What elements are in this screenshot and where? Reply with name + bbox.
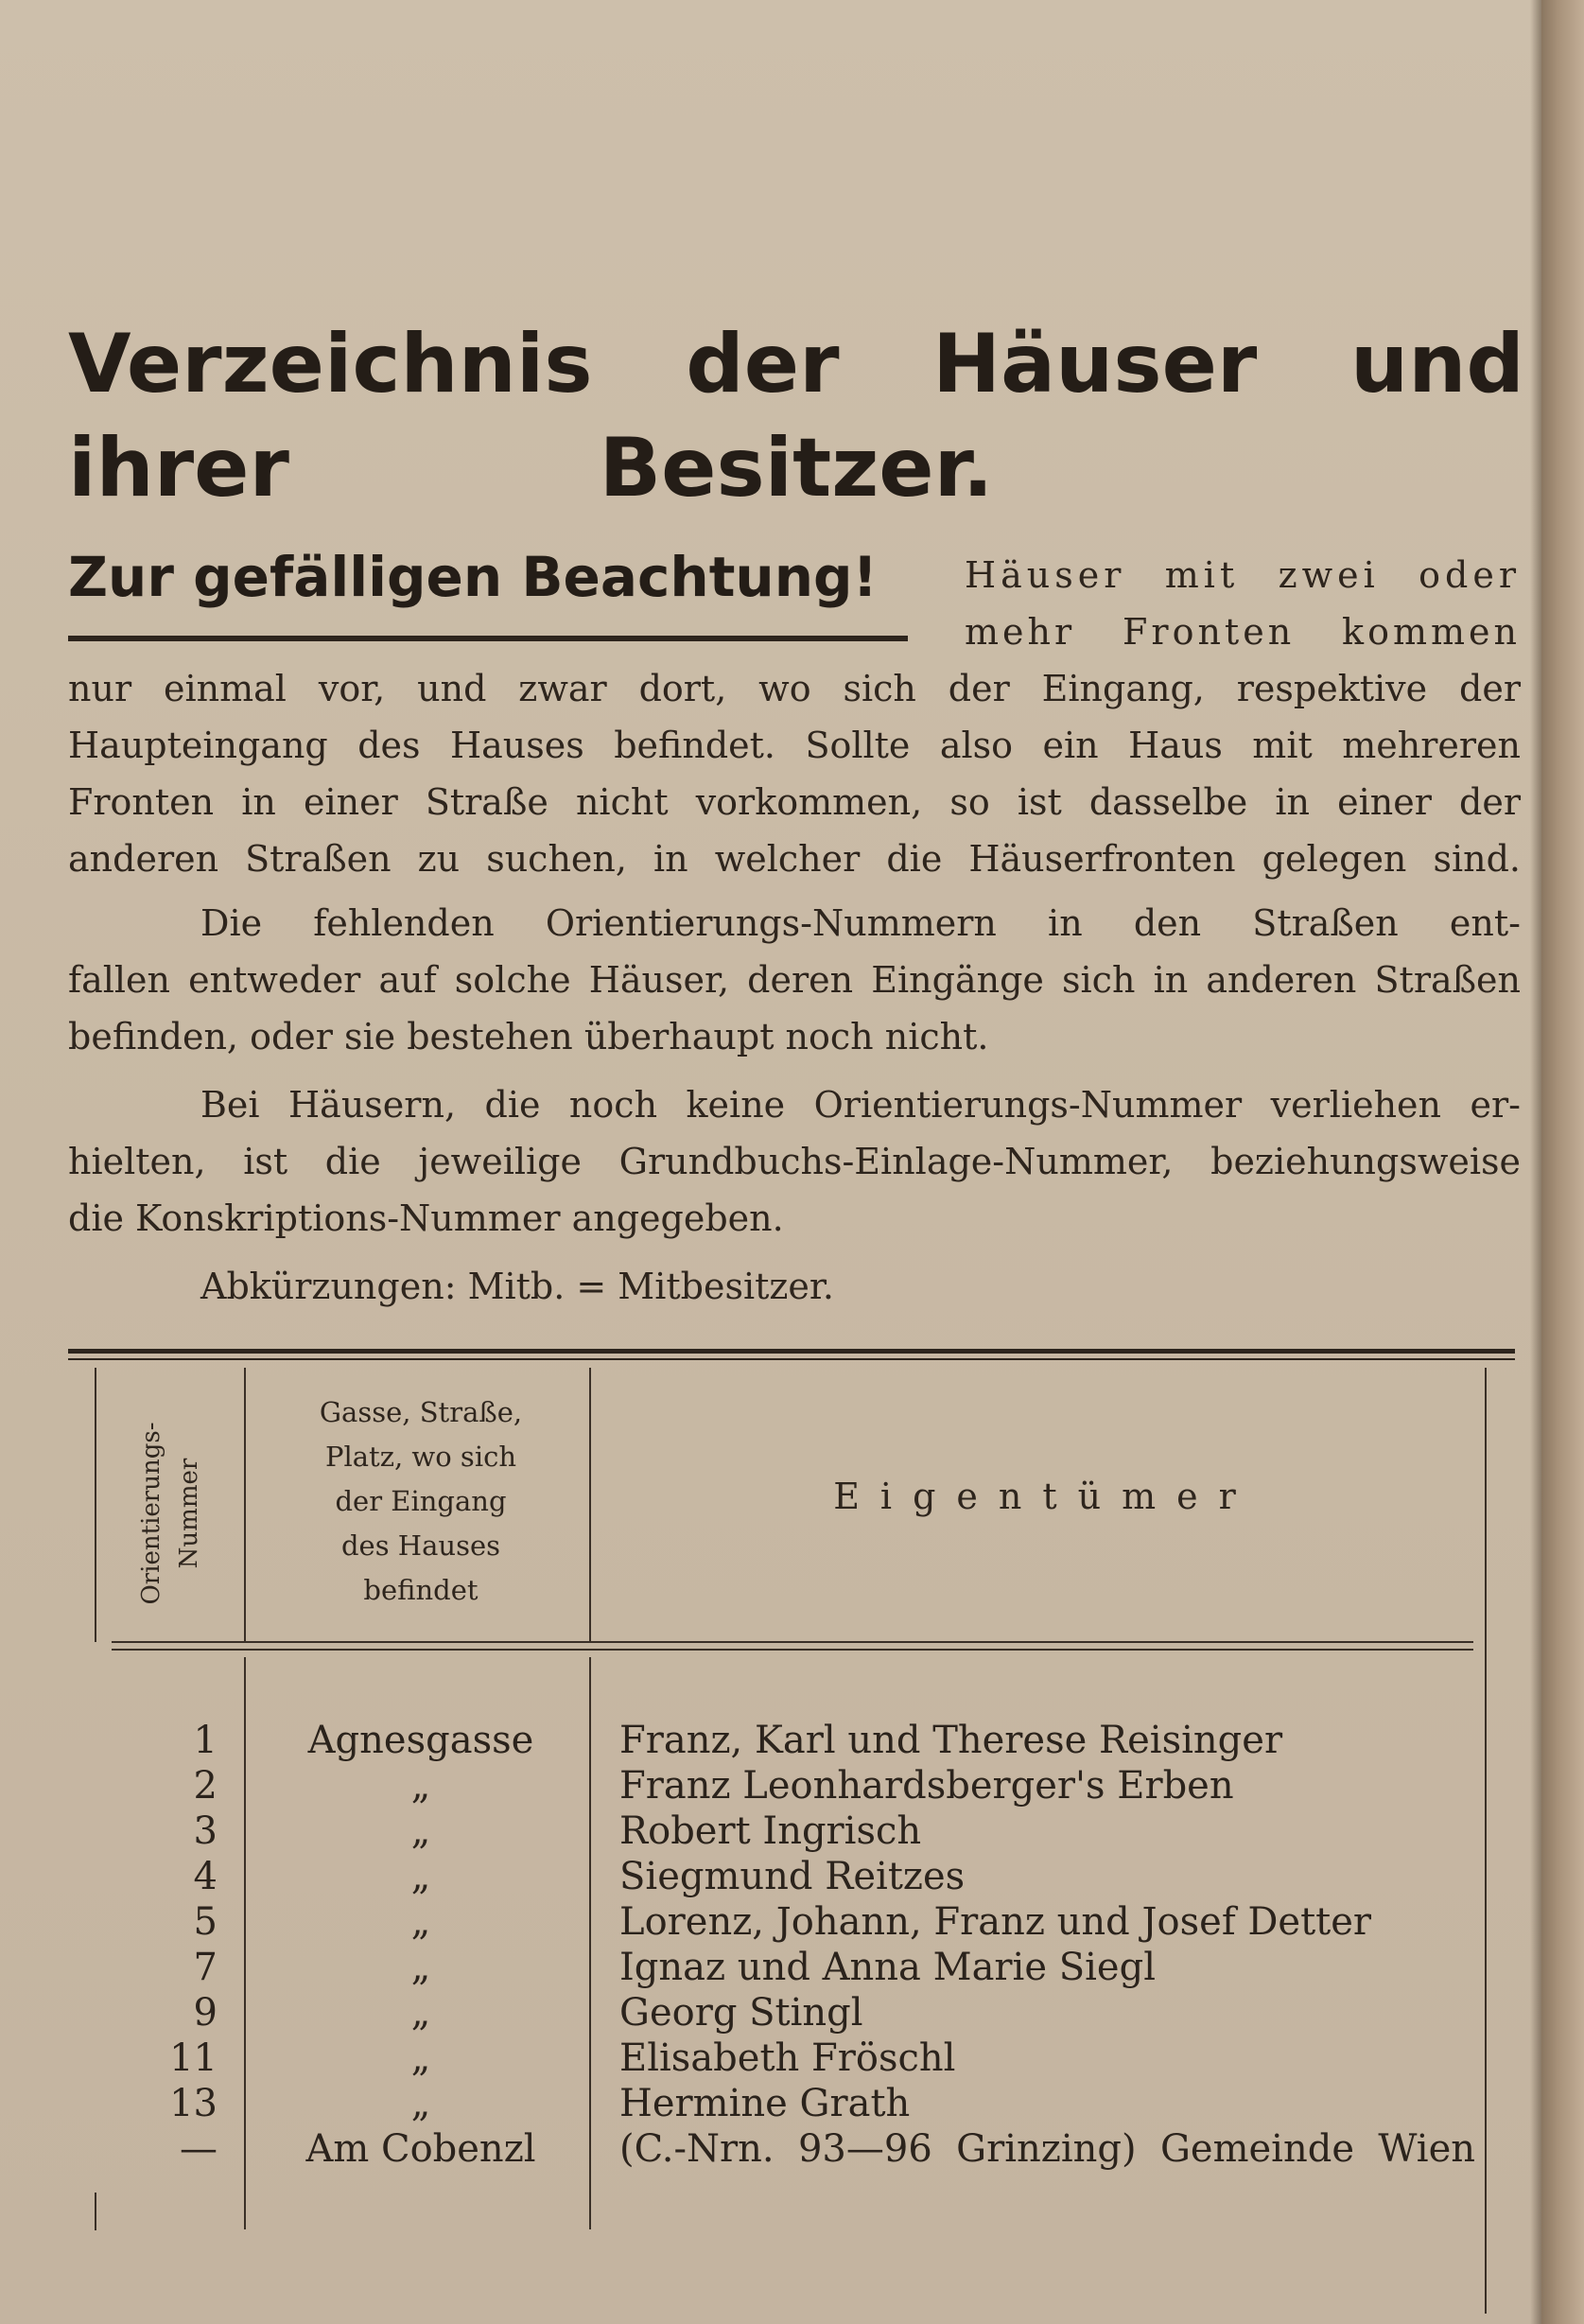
row-street: Agnesgasse — [307, 1719, 534, 1762]
column-header-street-line-5: befindet — [363, 1574, 479, 1606]
column-header-number — [95, 1400, 246, 1627]
row-owner: Georg Stingl — [619, 1991, 863, 2035]
row-number: 7 — [193, 1946, 218, 1989]
table-left-fragment — [95, 2193, 96, 2230]
page-title-line-1: Verzeichnis der Häuser und ihrer — [68, 317, 1524, 515]
table-row — [0, 1718, 1541, 1763]
paragraph-2-line-1: Die fehlenden Orientierungs-Nummern in den Straßen ent- — [200, 902, 1521, 944]
notice-line-3: Fronten in einer Straße nicht vorkommen, so ist dasselbe in einer der — [68, 781, 1521, 823]
row-owner: Franz Leonhardsberger's Erben — [619, 1764, 1234, 1808]
table-top-rule-thin — [68, 1358, 1515, 1360]
row-owner: Lorenz, Johann, Franz und Josef Detter — [619, 1900, 1372, 1944]
row-number: 4 — [193, 1855, 218, 1898]
notice-line-2: Haupteingang des Hauses befindet. Sollte also ein Haus mit mehreren — [68, 725, 1521, 766]
abbreviations-note: Abkürzungen: Mitb. = Mitbesitzer. — [200, 1266, 834, 1307]
row-number: 9 — [193, 1991, 218, 2035]
notice-line-4: anderen Straßen zu suchen, in welcher die Häuserfronten gelegen sind. — [68, 838, 1521, 880]
paragraph-3-line-2: hielten, ist die jeweilige Grundbuchs-Einlage-Nummer, beziehungsweise — [68, 1141, 1521, 1182]
paragraph-2-line-3: befinden, oder sie bestehen überhaupt noch nicht. — [68, 1016, 989, 1057]
notice-heading-underline — [68, 636, 908, 641]
row-number: 3 — [193, 1809, 218, 1853]
row-number: 5 — [193, 1900, 218, 1944]
row-owner: (C.-Nrn. 93—96 Grinzing) Gemeinde Wien — [619, 2127, 1475, 2171]
row-owner: Ignaz und Anna Marie Siegl — [619, 1946, 1156, 1989]
column-header-street — [255, 1390, 586, 1613]
column-header-number-line-2: Nummer — [175, 1458, 203, 1569]
paragraph-3-line-1: Bei Häusern, die noch keine Orientierungs-Nummer verliehen er- — [200, 1084, 1521, 1126]
page-title-line-2: Besitzer. — [599, 421, 994, 515]
row-street: Am Cobenzl — [305, 2127, 536, 2171]
row-owner: Hermine Grath — [619, 2082, 911, 2125]
table-row — [0, 2036, 1541, 2081]
column-header-street-line-2: Platz, wo sich — [324, 1441, 517, 1473]
book-edge — [1541, 0, 1584, 2324]
table-row — [0, 1854, 1541, 1899]
paragraph-2-line-2: fallen entweder auf solche Häuser, deren Eingänge sich in anderen Straßen — [68, 959, 1521, 1001]
table-row — [0, 2081, 1541, 2126]
notice-side-line-1: Häuser mit zwei oder — [965, 554, 1521, 596]
row-number: 1 — [193, 1719, 218, 1762]
paragraph-3-line-3: die Konskriptions-Nummer angegeben. — [68, 1197, 784, 1239]
table-col-divider-2-head — [589, 1368, 591, 1642]
row-street-ditto: „ — [410, 1991, 431, 2035]
row-number: 13 — [169, 2082, 218, 2125]
table-row — [0, 1763, 1541, 1809]
row-street-ditto: „ — [410, 1809, 431, 1853]
table-row — [0, 1990, 1541, 2036]
table-row — [0, 2126, 1541, 2172]
row-street-ditto: „ — [410, 2036, 431, 2080]
row-street-ditto: „ — [410, 1764, 431, 1808]
row-owner: Siegmund Reitzes — [619, 1855, 966, 1898]
row-number: 2 — [193, 1764, 218, 1808]
column-header-street-line-1: Gasse, Straße, — [319, 1396, 523, 1428]
row-street-ditto: „ — [410, 1946, 431, 1989]
notice-line-1: nur einmal vor, und zwar dort, wo sich der Eingang, respektive der — [68, 668, 1521, 709]
table-row — [0, 1899, 1541, 1945]
column-header-owner: Eigentümer — [833, 1476, 1257, 1517]
header-bottom-rule — [112, 1641, 1473, 1643]
row-street-ditto: „ — [410, 1900, 431, 1944]
row-owner: Robert Ingrisch — [619, 1809, 922, 1853]
table-top-rule — [68, 1349, 1515, 1354]
header-bottom-rule-2 — [112, 1649, 1473, 1651]
table-row — [0, 1945, 1541, 1990]
row-owner: Elisabeth Fröschl — [619, 2036, 956, 2080]
row-street-ditto: „ — [410, 1855, 431, 1898]
column-header-street-line-3: der Eingang — [335, 1485, 507, 1517]
table-row — [0, 1809, 1541, 1854]
row-number: — — [180, 2127, 218, 2171]
notice-side-line-2: mehr Fronten kommen — [965, 611, 1521, 653]
row-owner: Franz, Karl und Therese Reisinger — [619, 1719, 1283, 1762]
row-street-ditto: „ — [410, 2082, 431, 2125]
row-number: 11 — [169, 2036, 218, 2080]
column-header-number-line-1: Orientierungs- — [137, 1422, 165, 1605]
notice-heading: Zur gefälligen Beachtung! — [68, 545, 878, 609]
column-header-street-line-4: des Hauses — [340, 1529, 500, 1562]
